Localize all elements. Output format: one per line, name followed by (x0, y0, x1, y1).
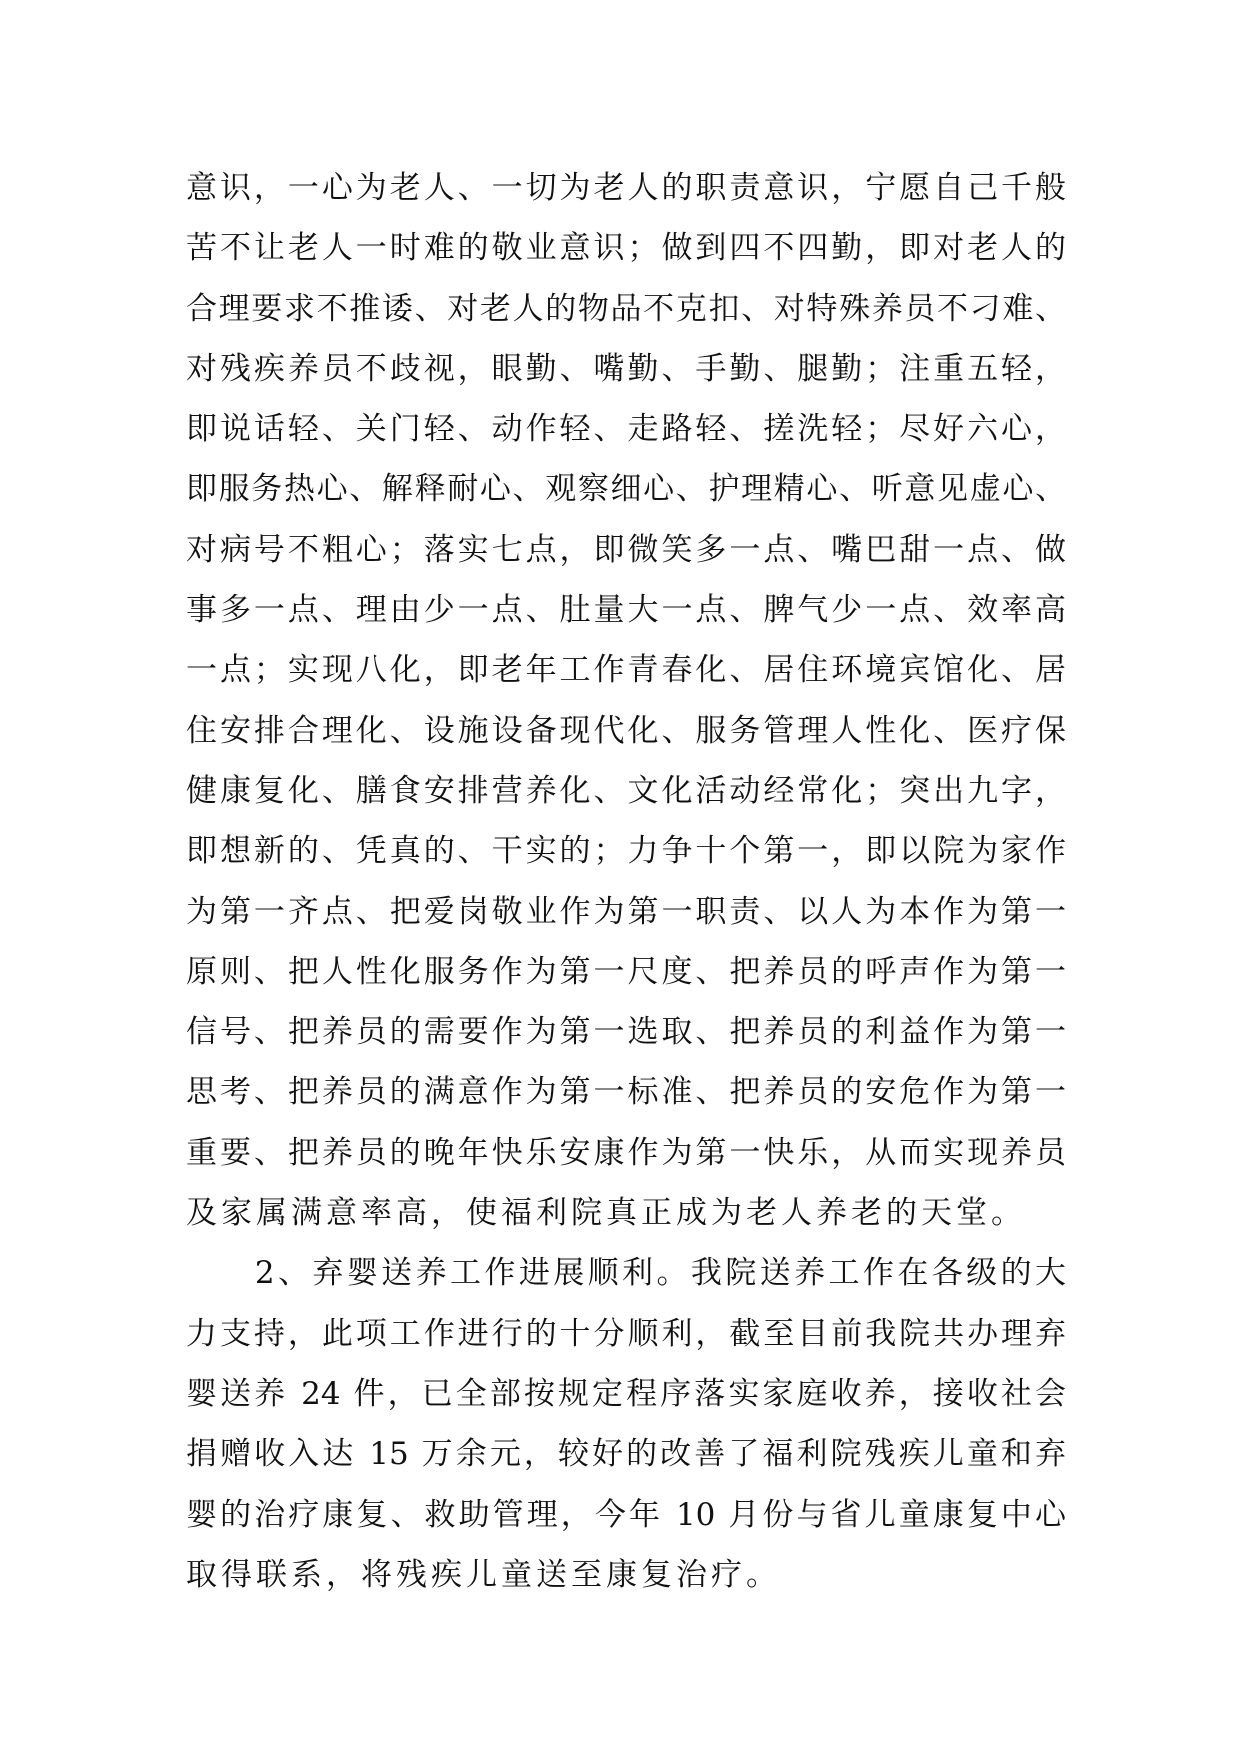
text-line: 住安排合理化、设施设备现代化、服务管理人性化、医疗保 (186, 712, 1066, 749)
text-line: 捐赠收入达 15 万余元，较好的改善了福利院残疾儿童和弃 (186, 1436, 1066, 1473)
text-line: 意识，一心为老人、一切为老人的职责意识，宁愿自己千般 (186, 170, 1066, 206)
text-line: 对病号不粗心；落实七点，即微笑多一点、嘴巴甜一点、做 (186, 531, 1066, 568)
text-line: 即想新的、凭真的、干实的；力争十个第一，即以院为家作 (186, 833, 1066, 870)
text-line: 力支持，此项工作进行的十分顺利，截至目前我院共办理弃 (186, 1315, 1066, 1352)
text-line: 婴的治疗康复、救助管理，今年 10 月份与省儿童康复中心 (186, 1496, 1066, 1533)
text-line: 及家属满意率高，使福利院真正成为老人养老的天堂。 (186, 1195, 1026, 1232)
text-line: 事多一点、理由少一点、肚量大一点、脾气少一点、效率高 (186, 592, 1066, 629)
text-line: 一点；实现八化，即老年工作青春化、居住环境宾馆化、居 (186, 652, 1066, 689)
text-line: 重要、把养员的晚年快乐安康作为第一快乐，从而实现养员 (186, 1134, 1066, 1171)
text-line: 婴送养 24 件，已全部按规定程序落实家庭收养，接收社会 (186, 1375, 1066, 1412)
text-line: 2、弃婴送养工作进展顺利。我院送养工作在各级的大 (186, 1255, 1066, 1292)
text-line: 即服务热心、解释耐心、观察细心、护理精心、听意见虚心、 (186, 471, 1066, 508)
text-line: 健康复化、膳食安排营养化、文化活动经常化；突出九字， (186, 772, 1066, 809)
text-line: 信号、把养员的需要作为第一选取、把养员的利益作为第一 (186, 1014, 1066, 1051)
paragraph-1 (186, 158, 1066, 1243)
text-line: 即说话轻、关门轻、动作轻、走路轻、搓洗轻；尽好六心， (186, 411, 1066, 448)
text-line: 原则、把人性化服务作为第一尺度、把养员的呼声作为第一 (186, 953, 1066, 990)
text-line: 取得联系，将残疾儿童送至康复治疗。 (186, 1556, 781, 1593)
paragraph-2 (186, 1243, 1066, 1605)
text-line: 为第一齐点、把爱岗敬业作为第一职责、以人为本作为第一 (186, 893, 1066, 930)
text-line: 合理要求不推诿、对老人的物品不克扣、对特殊养员不刁难、 (186, 290, 1066, 327)
text-line: 思考、把养员的满意作为第一标准、把养员的安危作为第一 (186, 1074, 1066, 1111)
body-text (186, 158, 1066, 1605)
text-line: 苦不让老人一时难的敬业意识；做到四不四勤，即对老人的 (186, 230, 1066, 267)
text-line: 对残疾养员不歧视，眼勤、嘴勤、手勤、腿勤；注重五轻， (186, 350, 1066, 387)
